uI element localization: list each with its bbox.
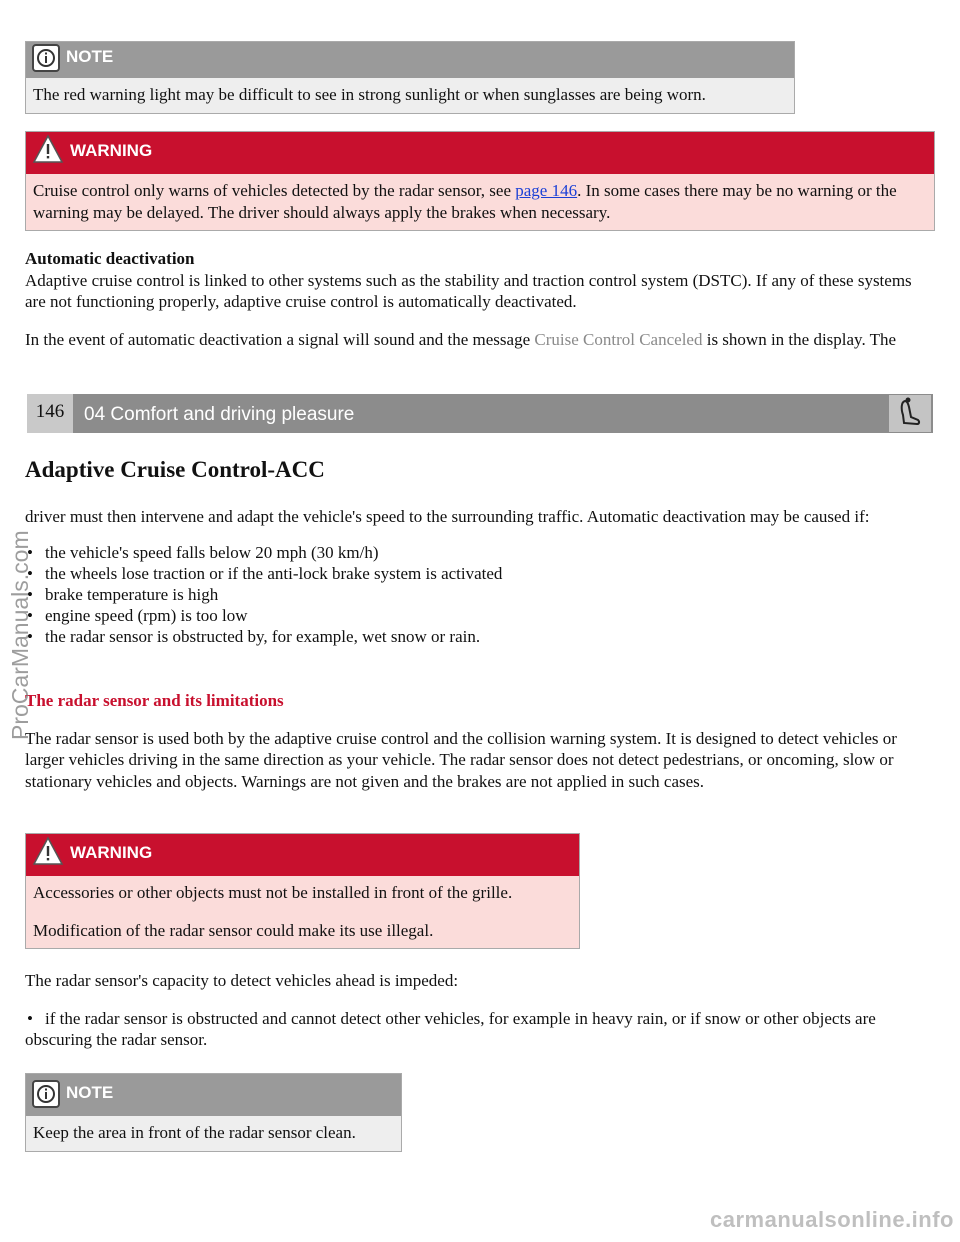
list-item: • brake temperature is high (25, 584, 935, 605)
section-heading: The radar sensor and its limitations (25, 691, 284, 710)
warning-text: Accessories or other objects must not be installed in front of the grille. (33, 883, 513, 902)
warning-label: WARNING (70, 843, 153, 862)
display-message: Cruise Control Canceled (534, 329, 703, 349)
warning-text: Modification of the radar sensor could make its use illegal. (33, 920, 434, 940)
warning-triangle-icon (32, 134, 64, 164)
list-item: • the vehicle's speed falls below 20 mph (30 km/h) (25, 542, 935, 563)
note-label: NOTE (66, 47, 114, 66)
warning-header (26, 834, 579, 876)
page-number: 146 (27, 394, 73, 433)
note-header (26, 42, 794, 78)
warning-text: Cruise control only warns of vehicles detected by the radar sensor, see page 146. In some cases there may be no warning or the warning may be delayed. The driver should always apply the brakes when necessary. (33, 181, 897, 222)
note-text: The red warning light may be difficult to see in strong sunlight or when sunglasses are being worn. (33, 85, 706, 104)
note-box (25, 41, 795, 114)
footer-watermark: carmanualsonline.info (710, 1207, 954, 1233)
warning-triangle-icon (32, 836, 64, 866)
radar-section (25, 690, 937, 792)
paragraph: Adaptive cruise control is linked to other systems such as the stability and traction control system (DSTC). If any of these systems are not functioning properly, adaptive cruise control is automatically deactivated. (25, 270, 912, 312)
chapter-bar (27, 394, 933, 433)
page-title: Adaptive Cruise Control-ACC (25, 457, 325, 482)
page-link[interactable]: page 146 (515, 181, 578, 200)
paragraph: The radar sensor's capacity to detect vehicles ahead is impeded: (25, 971, 459, 990)
note-box (25, 1073, 402, 1152)
note-header (26, 1074, 401, 1116)
info-icon (32, 44, 60, 72)
causes-list (25, 542, 935, 647)
list-item: • the radar sensor is obstructed by, for example, wet snow or rain. (25, 626, 935, 647)
capacity-section (25, 970, 935, 1051)
list-item: • if the radar sensor is obstructed and cannot detect other vehicles, for example in heavy rain, or if snow or other objects are obscuring the radar sensor. (25, 1008, 876, 1050)
section-heading: Automatic deactivation (25, 249, 195, 268)
side-watermark: ProCarManuals.com (7, 530, 33, 740)
info-icon (32, 1080, 60, 1108)
list-item: • the wheels lose traction or if the anti-lock brake system is activated (25, 563, 935, 584)
deactivation-causes (25, 506, 935, 647)
warning-label: WARNING (70, 141, 153, 160)
seat-icon (889, 395, 931, 432)
auto-deactivation-section (25, 248, 935, 350)
paragraph: In the event of automatic deactivation a signal will sound and the message Cruise Control Canceled is shown in the display. The (25, 329, 897, 349)
list-item: • engine speed (rpm) is too low (25, 605, 935, 626)
warning-header (26, 132, 934, 174)
note-text: Keep the area in front of the radar sensor clean. (33, 1123, 356, 1142)
warning-box (25, 131, 935, 231)
paragraph: driver must then intervene and adapt the vehicle's speed to the surrounding traffic. Automatic deactivation may be caused if: (25, 507, 870, 526)
paragraph: The radar sensor is used both by the adaptive cruise control and the collision warning system. It is designed to detect vehicles or larger vehicles driving in the same direction as your vehicle. The radar sensor does not detect pedestrians, or oncoming, slow or stationary vehicles and objects. Warnings are not given and the brakes are not applied in such cases. (25, 728, 897, 791)
warning-box (25, 833, 580, 949)
note-label: NOTE (66, 1083, 114, 1102)
chapter-title: 04 Comfort and driving pleasure (84, 404, 355, 425)
